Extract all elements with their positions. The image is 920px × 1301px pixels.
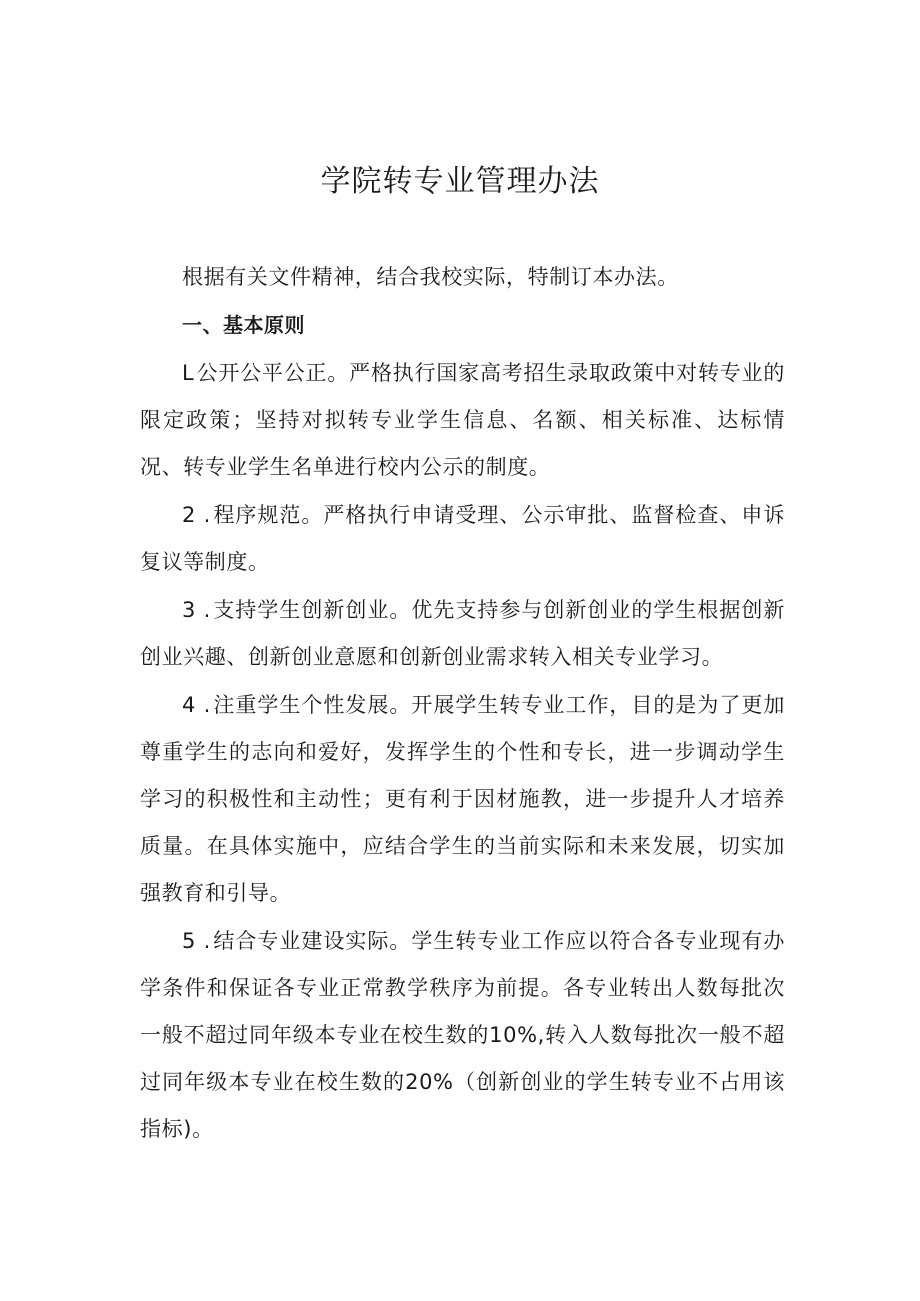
intro-paragraph: 根据有关文件精神，结合我校实际，特制订本办法。	[182, 265, 679, 289]
item-number: 2 .	[182, 503, 211, 527]
item-number: 4 .	[182, 693, 211, 717]
principle-item-1	[140, 350, 785, 491]
principle-item-4	[140, 682, 785, 917]
principle-item-3	[140, 587, 785, 681]
item-number: L	[182, 361, 195, 385]
document-body	[140, 254, 785, 1154]
item-text: 结合专业建设实际。学生转专业工作应以符合各专业现有办学条件和保证各专业正常教学秩序为前提。各专业转出人数每批次一般不超过同年级本专业在校生数的10%,转入人数每批次一般不超过同年级本专业在校生数的20%（创新创业的学生转专业不占用该指标)。	[140, 929, 785, 1141]
section-heading-basic-principles: 一、基本原则	[182, 313, 305, 337]
principle-item-5	[140, 918, 785, 1153]
item-number: 5 .	[182, 929, 211, 953]
item-text: 程序规范。严格执行申请受理、公示审批、监督检查、申诉复议等制度。	[140, 503, 785, 574]
item-text: 支持学生创新创业。优先支持参与创新创业的学生根据创新创业兴趣、创新创业意愿和创新创业需求转入相关专业学习。	[140, 598, 785, 669]
document-title: 学院转专业管理办法	[320, 164, 600, 199]
item-text: 公开公平公正。严格执行国家高考招生录取政策中对转专业的限定政策；坚持对拟转专业学生信息、名额、相关标准、达标情况、转专业学生名单进行校内公示的制度。	[140, 361, 785, 479]
item-number: 3 .	[182, 598, 211, 622]
principle-item-2	[140, 492, 785, 586]
item-text: 注重学生个性发展。开展学生转专业工作，目的是为了更加尊重学生的志向和爱好，发挥学生的个性和专长，进一步调动学生学习的积极性和主动性；更有利于因材施教，进一步提升人才培养质量。在具体实施中，应结合学生的当前实际和未来发展，切实加强教育和引导。	[140, 693, 785, 905]
